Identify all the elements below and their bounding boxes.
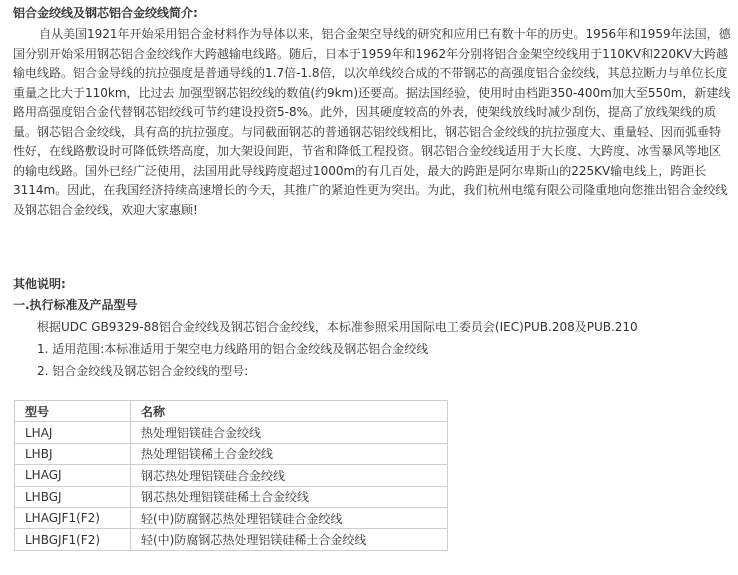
model-item: 2. 铝合金绞线及钢芯铝合金绞线的型号: — [37, 364, 249, 378]
header-model: 型号 — [15, 401, 131, 422]
cell-name: 钢芯热处理铝镁硅合金绞线 — [131, 465, 448, 486]
other-notes-heading: 其他说明: — [13, 277, 66, 291]
cell-name: 轻(中)防腐钢芯热处理铝镁硅稀土合金绞线 — [131, 529, 448, 550]
table-row — [15, 422, 448, 443]
table-row — [15, 529, 448, 550]
cell-model: LHBGJF1(F2) — [15, 529, 131, 550]
cell-name: 钢芯热处理铝镁硅稀土合金绞线 — [131, 486, 448, 507]
scope-item: 1. 适用范围:本标准适用于架空电力线路用的铝合金绞线及钢芯铝合金绞线 — [37, 342, 429, 356]
standard-text: 根据UDC GB9329-88铝合金绞线及钢芯铝合金绞线，本标准参照采用国际电工委员会(IEC)PUB.208及PUB.210 — [37, 320, 638, 334]
section1-heading: 一.执行标准及产品型号 — [13, 298, 138, 312]
intro-heading: 铝合金绞线及钢芯铝合金绞线简介: — [13, 6, 198, 20]
cell-model: LHBGJ — [15, 486, 131, 507]
table-row — [15, 507, 448, 528]
cell-model: LHAGJF1(F2) — [15, 507, 131, 528]
table-header-row — [15, 401, 448, 422]
model-table — [14, 400, 448, 551]
cell-model: LHAGJ — [15, 465, 131, 486]
cell-model: LHAJ — [15, 422, 131, 443]
cell-name: 轻(中)防腐钢芯热处理铝镁硅合金绞线 — [131, 507, 448, 528]
cell-name: 热处理铝镁稀土合金绞线 — [131, 443, 448, 464]
table-row — [15, 465, 448, 486]
table-row — [15, 486, 448, 507]
intro-paragraph — [13, 25, 731, 220]
header-name: 名称 — [131, 401, 448, 422]
cell-name: 热处理铝镁硅合金绞线 — [131, 422, 448, 443]
table-row — [15, 443, 448, 464]
cell-model: LHBJ — [15, 443, 131, 464]
intro-text: 自从美国1921年开始采用铝合金材料作为导体以来，铝合金架空导线的研究和应用已有数十年的历史。1956年和1959年法国，德国分别开始采用钢芯铝合金绞线作大跨越输电线路。随后，日本于1959年和1962年分别将铝合金架空绞线用于110KV和220KV大跨越输电线路。铝合金导线的抗拉强度是普通导线的1.7倍-1.8倍，以次单线绞合成的不带钢芯的高强度铝合金绞线，其总拉断力与单位长度重量之比大于110km，比过去 加强型钢芯铝绞线的数值(约9km)还要高。据法国经验，使用时由档距350-400m加大至550m，新建线路用高强度铝合金代替钢芯铝绞线可节约建设投资5-8%。此外，因其硬度较高的外表，使架线放线时减少刮伤，提高了放线架线的质量。钢芯铝合金绞线，具有高的抗拉强度。与同截面钢芯的普通钢芯铝绞线相比，钢芯铝合金绞线的抗拉强度大、重量轻、因而弧垂特性好，在线路敷设时可降低铁塔高度，加大架设间距，节省和降低工程投资。钢芯铝合金绞线适用于大长度、大跨度、冰雪暴风等地区的输电线路。国外已经广泛使用，法国用此导线跨度超过1000m的有几百处，最大的跨距是阿尔卑斯山的225KV输电线上，跨距长3114m。因此，在我国经济持续高速增长的今天，其推广的紧迫性更为突出。为此，我们杭州电缆有限公司隆重地向您推出铝合金绞线及钢芯铝合金绞线，欢迎大家惠顾! — [13, 27, 731, 217]
